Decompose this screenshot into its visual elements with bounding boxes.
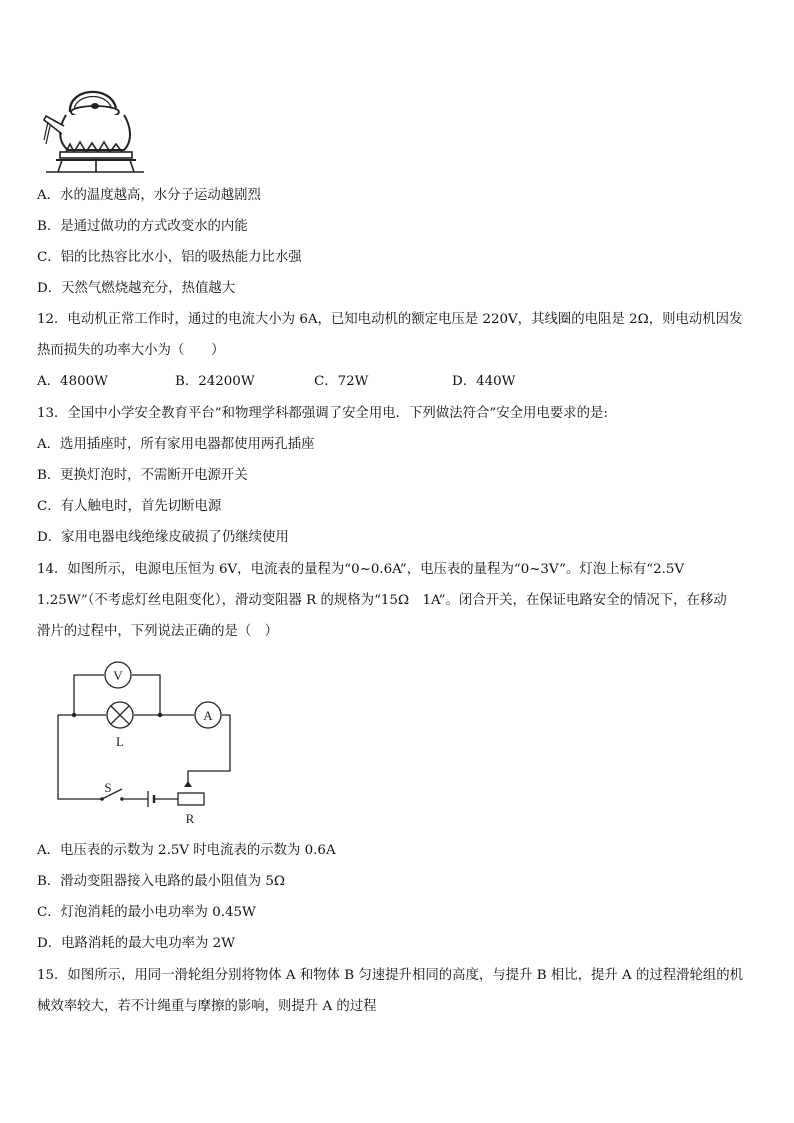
- voltmeter-label: V: [113, 668, 123, 683]
- q11-option-d: D．天然气燃烧越充分，热值越大: [37, 281, 236, 296]
- switch-label: S: [104, 780, 112, 795]
- q12-stem-line2: 热而损失的功率大小为（ ）: [37, 343, 225, 358]
- q12-stem-line1: 12．电动机正常工作时，通过的电流大小为 6A，已知电动机的额定电压是 220V，其线圈的电阻是 2Ω，则电动机因发: [37, 312, 743, 327]
- q14-stem-line1: 14．如图所示，电源电压恒为 6V，电流表的量程为“0~0.6A”，电压表的量程为“0~3V”。灯泡上标有“2.5V: [37, 562, 685, 577]
- rheostat-slider-arrow: [184, 781, 192, 787]
- q11-option-b: B．是通过做功的方式改变水的内能: [37, 219, 248, 234]
- q14-option-c: C．灯泡消耗的最小电功率为 0.45W: [37, 905, 256, 920]
- q13-option-c: C．有人触电时，首先切断电源: [37, 499, 222, 514]
- lamp-label: L: [116, 734, 124, 749]
- q14-option-a: A．电压表的示数为 2.5V 时电流表的示数为 0.6A: [37, 843, 336, 858]
- voltmeter-right-wire: [132, 675, 160, 715]
- kettle-on-stove-figure: [40, 82, 152, 176]
- ammeter-label: A: [203, 708, 213, 723]
- q14-stem-line3: 滑片的过程中，下列说法正确的是（ ）: [37, 624, 279, 639]
- q13-option-b: B．更换灯泡时，不需断开电源开关: [37, 468, 248, 483]
- voltmeter-left-wire: [74, 675, 104, 715]
- q14-option-b: B．滑动变阻器接入电路的最小阻值为 5Ω: [37, 874, 285, 889]
- circuit-diagram: [50, 655, 250, 830]
- q12-option-d: D．440W: [452, 374, 516, 389]
- q15-stem-line1: 15．如图所示，用同一滑轮组分别将物体 A 和物体 B 匀速提升相同的高度，与提升 B 相比，提升 A 的过程滑轮组的机: [37, 968, 744, 983]
- rheostat-label: R: [185, 811, 195, 826]
- q12-option-c: C．72W: [314, 374, 369, 389]
- q13-option-a: A．选用插座时，所有家用电器都使用两孔插座: [37, 437, 315, 452]
- q11-option-a: A．水的温度越高，水分子运动越剧烈: [37, 188, 261, 203]
- q12-options-row: [37, 373, 757, 391]
- q12-option-b: B．24200W: [175, 374, 255, 389]
- q14-stem-line2: 1.25W”（不考虑灯丝电阻变化），滑动变阻器 R 的规格为“15Ω 1A”。闭合开关，在保证电路安全的情况下，在移动: [37, 593, 727, 608]
- q14-option-d: D．电路消耗的最大电功率为 2W: [37, 936, 235, 951]
- q11-option-c: C．铝的比热容比水小，铝的吸热能力比水强: [37, 250, 302, 265]
- q15-stem-line2: 械效率较大，若不计绳重与摩擦的影响，则提升 A 的过程: [37, 999, 377, 1014]
- q13-stem: 13．全国中小学安全教育平台”和物理学科都强调了安全用电．下列做法符合”安全用电要求的是:: [37, 406, 608, 421]
- q13-option-d: D．家用电器电线绝缘皮破损了仍继续使用: [37, 530, 289, 545]
- q12-option-a: A．4800W: [37, 374, 108, 389]
